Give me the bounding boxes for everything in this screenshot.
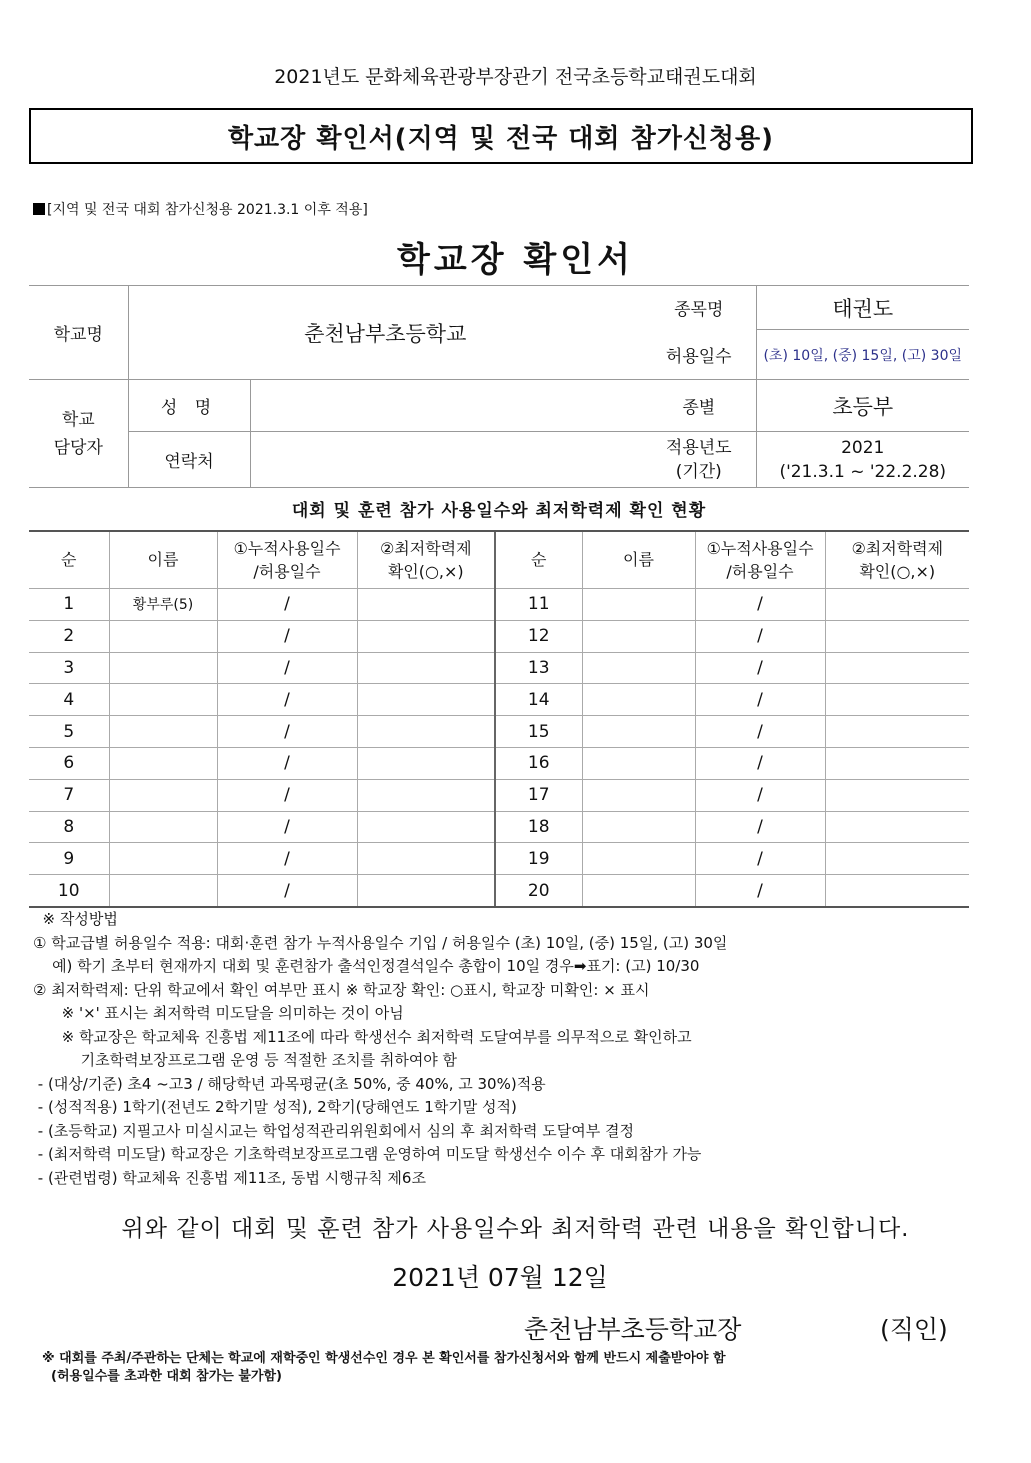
- row-number: 1: [29, 589, 109, 621]
- row-number: 18: [495, 811, 582, 843]
- min-academic-check[interactable]: [357, 747, 495, 779]
- min-academic-check[interactable]: [825, 875, 969, 907]
- table-row: [29, 811, 969, 843]
- days-used: /: [695, 843, 825, 875]
- footer-note: [42, 1350, 1002, 1386]
- min-academic-check[interactable]: [825, 779, 969, 811]
- student-name[interactable]: [109, 747, 217, 779]
- days-used: /: [217, 684, 357, 716]
- sport-value: 태권도: [756, 286, 969, 330]
- student-name[interactable]: [109, 652, 217, 684]
- guide-line: - (대상/기준) 초4 ~고3 / 해당학년 과목평균(초 50%, 중 40%, 고 30%)적용: [33, 1074, 546, 1093]
- table-row: [29, 875, 969, 907]
- document-title-box: [29, 108, 973, 164]
- header-no-1: 순: [29, 531, 109, 589]
- row-number: 16: [495, 747, 582, 779]
- days-used: /: [695, 684, 825, 716]
- row-number: 17: [495, 779, 582, 811]
- info-table: [29, 285, 969, 488]
- guide-line: 예) 학기 초부터 현재까지 대회 및 훈련참가 출석인정결석일수 총합이 10일 경우➡표기: (고) 10/30: [33, 957, 700, 975]
- header-check-1: ②최저학력제 확인(○,×): [357, 531, 495, 589]
- student-name[interactable]: 황부루(5): [109, 589, 217, 621]
- contact-value[interactable]: [250, 432, 642, 488]
- days-used: /: [217, 620, 357, 652]
- guide-line: 기초학력보장프로그램 운영 등 적절한 조치를 취하여야 함: [33, 1051, 458, 1069]
- days-used: /: [695, 652, 825, 684]
- min-academic-check[interactable]: [357, 779, 495, 811]
- days-used: /: [217, 843, 357, 875]
- student-name[interactable]: [582, 811, 695, 843]
- official-seal: (직인): [880, 1315, 948, 1344]
- row-number: 3: [29, 652, 109, 684]
- row-number: 15: [495, 716, 582, 748]
- min-academic-check[interactable]: [825, 811, 969, 843]
- min-academic-check[interactable]: [357, 652, 495, 684]
- min-academic-check[interactable]: [357, 684, 495, 716]
- header-no-2: 순: [495, 531, 582, 589]
- header-days-2: ①누적사용일수 /허용일수: [695, 531, 825, 589]
- row-number: 2: [29, 620, 109, 652]
- student-name[interactable]: [582, 779, 695, 811]
- student-name[interactable]: [109, 875, 217, 907]
- days-used: /: [695, 811, 825, 843]
- manager-label: 학교 담당자: [29, 380, 128, 488]
- contact-label: 연락처: [128, 432, 250, 488]
- min-academic-check[interactable]: [825, 652, 969, 684]
- row-number: 10: [29, 875, 109, 907]
- days-used: /: [217, 875, 357, 907]
- row-number: 19: [495, 843, 582, 875]
- row-number: 14: [495, 684, 582, 716]
- allowed-days-label: 허용일수: [642, 330, 756, 380]
- min-academic-check[interactable]: [825, 747, 969, 779]
- participant-table: [29, 530, 969, 908]
- writing-guide: [33, 908, 983, 1190]
- student-name[interactable]: [582, 652, 695, 684]
- student-name[interactable]: [582, 716, 695, 748]
- category-value: 초등부: [756, 380, 969, 432]
- guide-line: ※ 작성방법: [33, 910, 118, 928]
- row-number: 7: [29, 779, 109, 811]
- days-used: /: [217, 652, 357, 684]
- school-label: 학교명: [29, 286, 128, 380]
- table-row: [29, 589, 969, 621]
- min-academic-check[interactable]: [357, 589, 495, 621]
- min-academic-check[interactable]: [825, 620, 969, 652]
- row-number: 9: [29, 843, 109, 875]
- guide-line: - (최저학력 미도달) 학교장은 기초학력보장프로그램 운영하여 미도달 학생선수 이수 후 대회참가 가능: [33, 1145, 702, 1163]
- guide-line: - (초등학교) 지필고사 미실시교는 학업성적관리위원회에서 심의 후 최저학력 도달여부 결정: [33, 1121, 634, 1140]
- student-name[interactable]: [109, 684, 217, 716]
- days-used: /: [217, 589, 357, 621]
- days-used: /: [217, 747, 357, 779]
- student-name[interactable]: [582, 684, 695, 716]
- days-used: /: [695, 620, 825, 652]
- student-name[interactable]: [109, 811, 217, 843]
- min-academic-check[interactable]: [357, 843, 495, 875]
- header-days-1: ①누적사용일수 /허용일수: [217, 531, 357, 589]
- principal-signature: 춘천남부초등학교장: [524, 1315, 742, 1344]
- table-header-row: [29, 531, 969, 589]
- header-name-2: 이름: [582, 531, 695, 589]
- issue-date: 2021년 07월 12일: [392, 1263, 608, 1292]
- min-academic-check[interactable]: [825, 589, 969, 621]
- student-name[interactable]: [582, 843, 695, 875]
- guide-line: ② 최저학력제: 단위 학교에서 확인 여부만 표시 ※ 학교장 확인: ○표시, 학교장 미확인: × 표시: [33, 980, 650, 999]
- header-name-1: 이름: [109, 531, 217, 589]
- days-used: /: [695, 875, 825, 907]
- allowed-days-value: (초) 10일, (중) 15일, (고) 30일: [756, 330, 969, 380]
- category-label: 종별: [642, 380, 756, 432]
- name-label: 성 명: [128, 380, 250, 432]
- row-number: 6: [29, 747, 109, 779]
- table-row: [29, 620, 969, 652]
- student-name[interactable]: [582, 620, 695, 652]
- min-academic-check[interactable]: [825, 843, 969, 875]
- guide-line: ※ 학교장은 학교체육 진흥법 제11조에 따라 학생선수 최저학력 도달여부를 의무적으로 확인하고: [33, 1027, 692, 1046]
- student-name[interactable]: [109, 716, 217, 748]
- days-used: /: [695, 589, 825, 621]
- guide-line: - (관련법령) 학교체육 진흥법 제11조, 동법 시행규칙 제6조: [33, 1168, 426, 1187]
- student-name[interactable]: [582, 875, 695, 907]
- table-row: [29, 716, 969, 748]
- table-row: [29, 779, 969, 811]
- footer-line: ※ 대회를 주최/주관하는 단체는 학교에 재학중인 학생선수인 경우 본 확인서를 참가신청서와 함께 반드시 제출받아야 함: [42, 1351, 726, 1366]
- confirmation-statement: 위와 같이 대회 및 훈련 참가 사용일수와 최저학력 관련 내용을 확인합니다.: [121, 1216, 910, 1242]
- notice-line: [33, 199, 368, 219]
- table-row: [29, 843, 969, 875]
- guide-line: ※ '×' 표시는 최저학력 미도달을 의미하는 것이 아님: [33, 1004, 404, 1022]
- sport-label: 종목명: [642, 286, 756, 330]
- days-used: /: [695, 716, 825, 748]
- row-number: 11: [495, 589, 582, 621]
- period-value: 2021 ('21.3.1 ~ '22.2.28): [756, 432, 969, 488]
- period-label: 적용년도 (기간): [642, 432, 756, 488]
- school-value: 춘천남부초등학교: [128, 286, 642, 380]
- student-name[interactable]: [109, 779, 217, 811]
- table-row: [29, 747, 969, 779]
- document-title: 학교장 확인서(지역 및 전국 대회 참가신청용): [227, 123, 775, 154]
- row-number: 5: [29, 716, 109, 748]
- table-row: [29, 684, 969, 716]
- name-value[interactable]: [250, 380, 642, 432]
- guide-line: - (성적적용) 1학기(전년도 2학기말 성적), 2학기(당해연도 1학기말 성적): [33, 1098, 517, 1116]
- days-used: /: [695, 779, 825, 811]
- days-used: /: [217, 716, 357, 748]
- black-square-icon: [33, 203, 45, 215]
- main-title: 학교장 확인서: [397, 240, 634, 280]
- days-used: /: [217, 811, 357, 843]
- header-check-2: ②최저학력제 확인(○,×): [825, 531, 969, 589]
- student-name[interactable]: [582, 589, 695, 621]
- row-number: 13: [495, 652, 582, 684]
- row-number: 8: [29, 811, 109, 843]
- min-academic-check[interactable]: [825, 684, 969, 716]
- notice-text: [지역 및 전국 대회 참가신청용 2021.3.1 이후 적용]: [47, 202, 368, 218]
- footer-line: (허용일수를 초과한 대회 참가는 불가함): [42, 1369, 282, 1384]
- min-academic-check[interactable]: [357, 620, 495, 652]
- days-used: /: [695, 747, 825, 779]
- event-title: 2021년도 문화체육관광부장관기 전국초등학교태권도대회: [274, 66, 757, 88]
- row-number: 20: [495, 875, 582, 907]
- min-academic-check[interactable]: [357, 716, 495, 748]
- row-number: 12: [495, 620, 582, 652]
- min-academic-check[interactable]: [357, 875, 495, 907]
- row-number: 4: [29, 684, 109, 716]
- student-name[interactable]: [109, 620, 217, 652]
- days-used: /: [217, 779, 357, 811]
- guide-line: ① 학교급별 허용일수 적용: 대회·훈련 참가 누적사용일수 기입 / 허용일수 (초) 10일, (중) 15일, (고) 30일: [33, 933, 728, 952]
- student-name[interactable]: [109, 843, 217, 875]
- min-academic-check[interactable]: [357, 811, 495, 843]
- min-academic-check[interactable]: [825, 716, 969, 748]
- table-row: [29, 652, 969, 684]
- status-heading: 대회 및 훈련 참가 사용일수와 최저학력제 확인 현황: [291, 501, 707, 521]
- student-name[interactable]: [582, 747, 695, 779]
